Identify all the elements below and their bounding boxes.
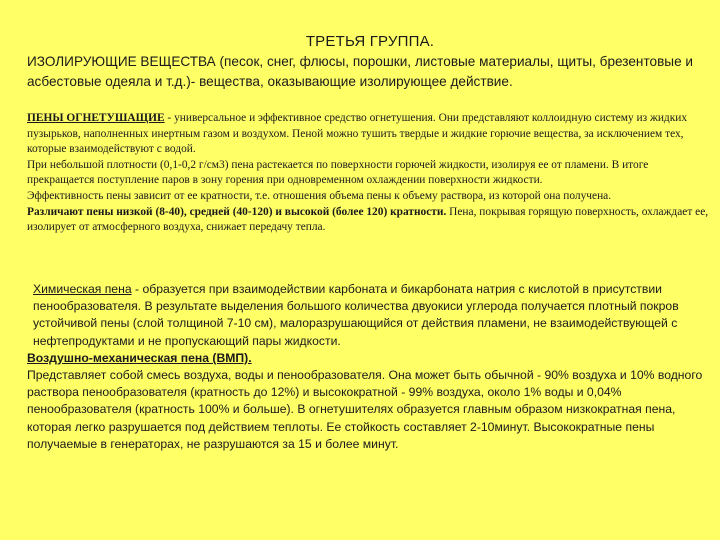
- foam-paragraph-4: Пена, покрывая горящую поверхность, охлаждает ее, изолирует от атмосферного воздуха, снижает передачу тепла.: [27, 205, 709, 234]
- vmp-heading: Воздушно-механическая пена (ВМП).: [27, 350, 252, 365]
- insulating-substances-heading: ИЗОЛИРУЮЩИЕ ВЕЩЕСТВА: [27, 54, 216, 69]
- foam-section: [13, 111, 713, 236]
- chemical-foam-heading: Химическая пена: [33, 282, 132, 296]
- insulating-substances-paragraph: [13, 52, 711, 91]
- chemical-foam-text: - образуется при взаимодействии карбоната и бикарбоната натрия с кислотой в присутствии пенообразователя. В результате выделения большого количества двуокиси углерода получается плотный покров устойчивой пены (слой толщиной 7-10 см), малоразрушающийся от действия пламени, не взаимодействующей с нефтепродуктами и не пропускающий пары жидкости.: [33, 282, 679, 348]
- foam-paragraph-3: Эффективность пены зависит от ее кратности, т.е. отношения объема пены к объему раствора, из которой она получена.: [27, 189, 612, 202]
- vmp-text: Представляет собой смесь воздуха, воды и пенообразователя. Она может быть обычной - 90% воздуха и 10% водного раствора пенообразователя (кратность до 12%) и высокократной - 99% воздуха, около 1% воды и 0,04% пенообразователя (кратность 100% и больше). В огнетушителях образуется главным образом низкократная пена, которая легко разрушается под действием теплоты. Ее стойкость составляет 2-10минут. Высокократные пены получаемые в генераторах, не разрушаются за 15 и более минут.: [27, 368, 703, 451]
- foam-paragraph-2: При небольшой плотности (0,1-0,2 г/см3) пена растекается по поверхности горючей жидкости, изолируя ее от пламени. В итоге прекращается поступление паров в зону горения при одновременном охлаждении поверхности жидкости.: [27, 158, 649, 187]
- chemical-foam-section: [13, 281, 713, 453]
- foam-heading: ПЕНЫ ОГНЕТУШАЩИЕ: [27, 112, 165, 124]
- insulating-substances-text: (песок, снег, флюсы, порошки, листовые материалы, щиты, брезентовые и асбестовые одеяла и т.д.)- вещества, оказывающие изолирующее действие.: [27, 54, 693, 89]
- foam-paragraph-1: - универсальное и эффективное средство огнетушения. Они представляют коллоидную систему из жидких пузырьков, наполненных инертным газом и воздухом. Пеной можно тушить твердые и жидкие горючие вещества, за исключением тех, которые взаимодействуют с водой.: [27, 112, 688, 156]
- foam-expansion-bold: Различают пены низкой (8-40), средней (40-120) и высокой (более 120) кратности.: [27, 205, 447, 218]
- slide-title: [0, 33, 720, 50]
- slide-title-text: ТРЕТЬЯ ГРУППА.: [305, 33, 435, 50]
